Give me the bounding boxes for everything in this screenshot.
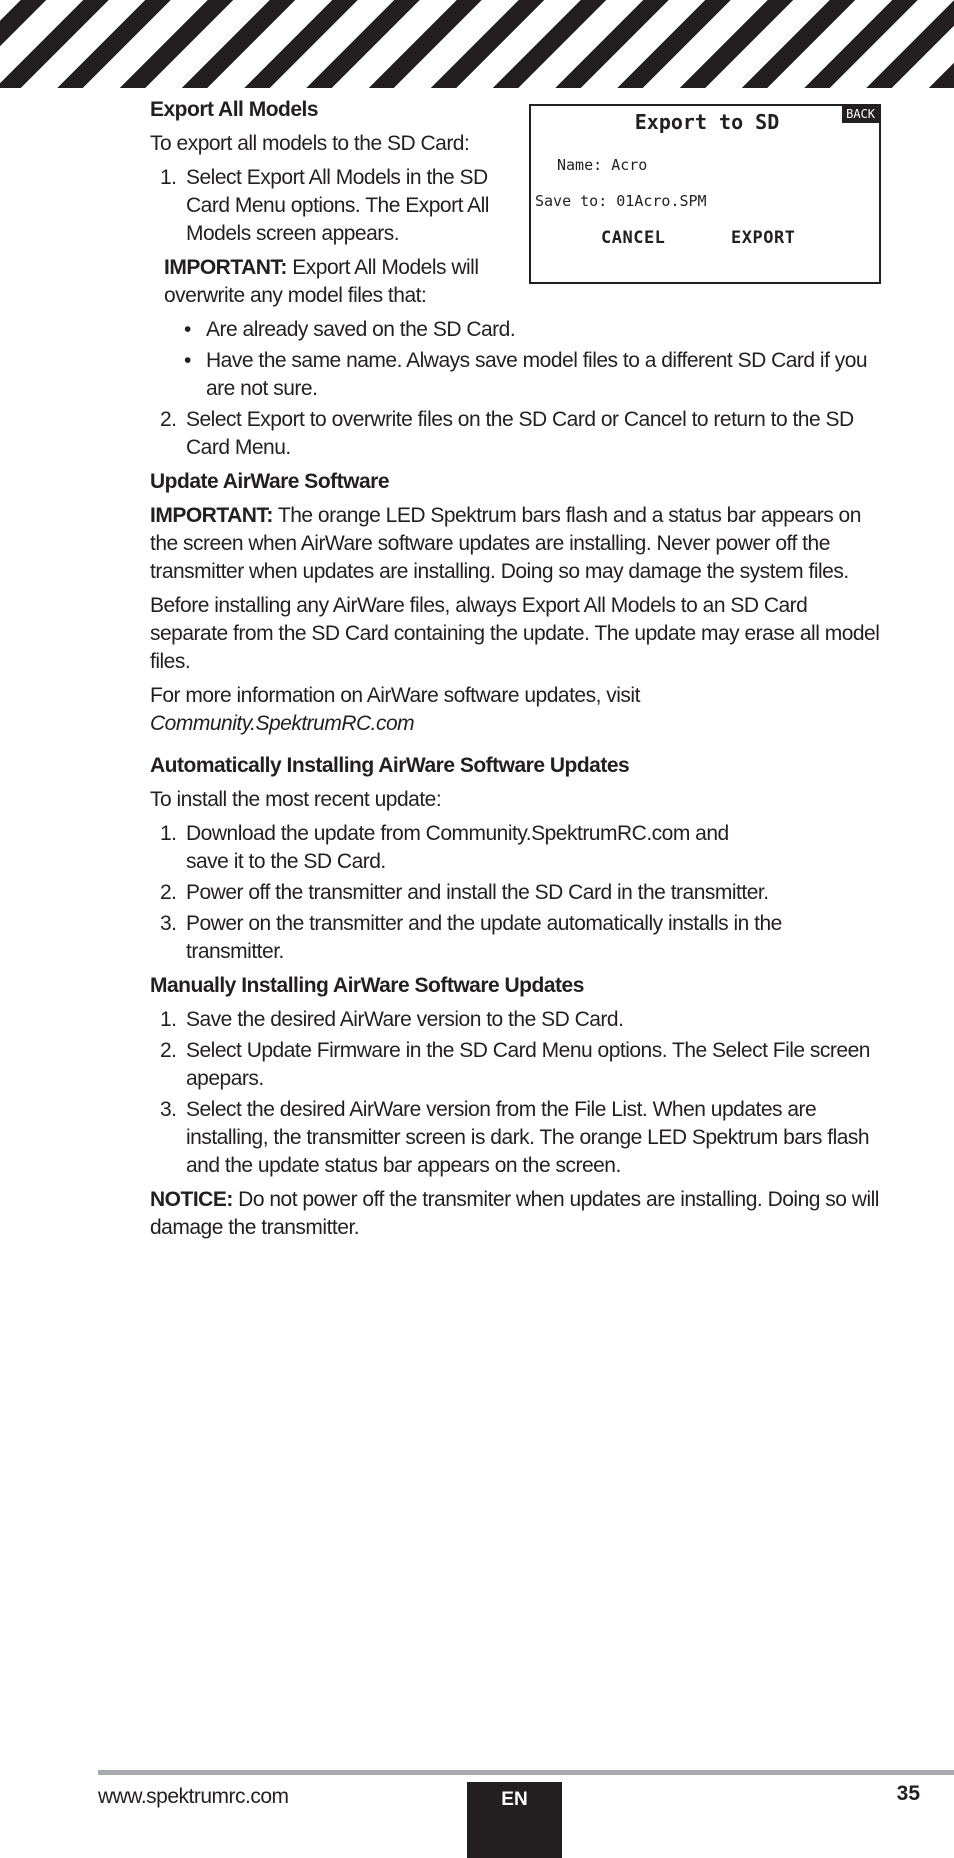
manual-step-3: 3. Select the desired AirWare version from the File List. When updates are installing, the transmitter screen is dark. The orange LED Spektrum bars flash and the update status bar appears on the screen. [160, 1098, 870, 1177]
footer-url[interactable]: www.spektrumrc.com [98, 1785, 289, 1808]
auto-intro: To install the most recent update: [150, 788, 442, 811]
language-badge: EN [467, 1782, 562, 1858]
back-button: BACK [842, 106, 879, 123]
auto-step-1: 1. Download the update from Community.SpektrumRC.com and save it to the SD Card. [160, 822, 729, 873]
save-value: 01Acro.SPM [616, 192, 707, 210]
auto-step-3: 3. Power on the transmitter and the update automatically installs in the transmitter. [160, 912, 782, 963]
auto-heading: Automatically Installing AirWare Software Updates [150, 754, 630, 777]
update-important: IMPORTANT: The orange LED Spektrum bars flash and a status bar appears on the screen when AirWare software updates are installing. Never power off the transmitter when updates are installing. Doing so may damage the system files. [150, 504, 861, 583]
save-label: Save to: [535, 192, 608, 210]
name-value: Acro [611, 156, 648, 174]
community-link[interactable]: Community.SpektrumRC.com [150, 712, 415, 735]
manual-step-2: 2. Select Update Firmware in the SD Card Menu options. The Select File screen apepars. [160, 1039, 870, 1090]
update-para-2: Before installing any AirWare files, always Export All Models to an SD Card separate from the SD Card containing the update. The update may erase all model files. [150, 594, 880, 673]
update-para-3: For more information on AirWare software updates, visit Community.SpektrumRC.com [150, 684, 640, 735]
export-bullet-2: • Have the same name. Always save model files to a different SD Card if you are not sure. [184, 349, 868, 400]
footer-divider [98, 1770, 954, 1775]
export-bullet-1: • Are already saved on the SD Card. [184, 318, 516, 341]
export-button: EXPORT [731, 228, 796, 248]
manual-page-content [150, 96, 880, 1248]
update-heading: Update AirWare Software [150, 470, 389, 493]
manual-step-1: 1. Save the desired AirWare version to the SD Card. [160, 1008, 624, 1031]
export-intro: To export all models to the SD Card: [150, 132, 470, 155]
hazard-stripe-banner [0, 0, 954, 88]
page-number: 35 [896, 1782, 920, 1805]
auto-step-2: 2. Power off the transmitter and install the SD Card in the transmitter. [160, 881, 769, 904]
name-label: Name: [557, 156, 603, 174]
cancel-button: CANCEL [601, 228, 666, 248]
screen-title: Export to SD [634, 110, 780, 134]
manual-heading: Manually Installing AirWare Software Updates [150, 974, 584, 997]
export-step-2: 2. Select Export to overwrite files on the SD Card or Cancel to return to the SD Card Menu. [160, 408, 854, 459]
export-important: IMPORTANT: Export All Models will overwrite any model files that: [164, 256, 479, 307]
manual-notice: NOTICE: Do not power off the transmiter when updates are installing. Doing so will damage the transmitter. [150, 1188, 879, 1239]
export-heading: Export All Models [150, 98, 319, 121]
export-step-1: 1. Select Export All Models in the SD Card Menu options. The Export All Models screen appears. [160, 166, 489, 245]
